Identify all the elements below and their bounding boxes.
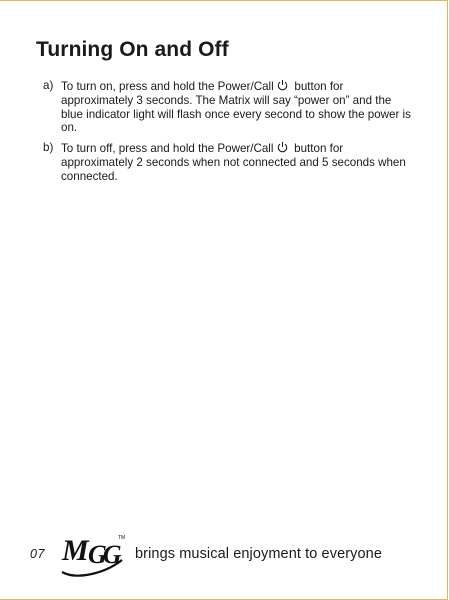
step-turn-on <box>43 79 413 135</box>
step-text-before-icon: To turn off, press and hold the Power/Call <box>61 142 274 155</box>
svg-text:TM: TM <box>118 535 126 541</box>
step-text <box>61 79 413 135</box>
power-icon <box>277 79 288 91</box>
step-marker: b) <box>43 141 54 154</box>
mgg-logo <box>56 530 132 578</box>
footer <box>0 530 449 580</box>
page-number: 07 <box>30 547 45 561</box>
step-text-before-icon: To turn on, press and hold the Power/Call <box>61 80 274 93</box>
step-marker: a) <box>43 79 54 92</box>
step-text-after-icon: button for approximately 2 seconds when not connected and 5 seconds when connected. <box>61 142 406 183</box>
step-text <box>61 141 413 183</box>
tagline: brings musical enjoyment to everyone <box>135 546 382 562</box>
power-icon <box>277 141 288 153</box>
svg-text:M: M <box>62 534 86 567</box>
step-turn-off <box>43 141 413 183</box>
svg-text:GG: GG <box>88 540 118 569</box>
page-title: Turning On and Off <box>36 38 229 61</box>
step-text-after-icon: button for approximately 3 seconds. The Matrix will say “power on” and the blue indicator light will flash once every second to show the power is on. <box>61 80 411 135</box>
